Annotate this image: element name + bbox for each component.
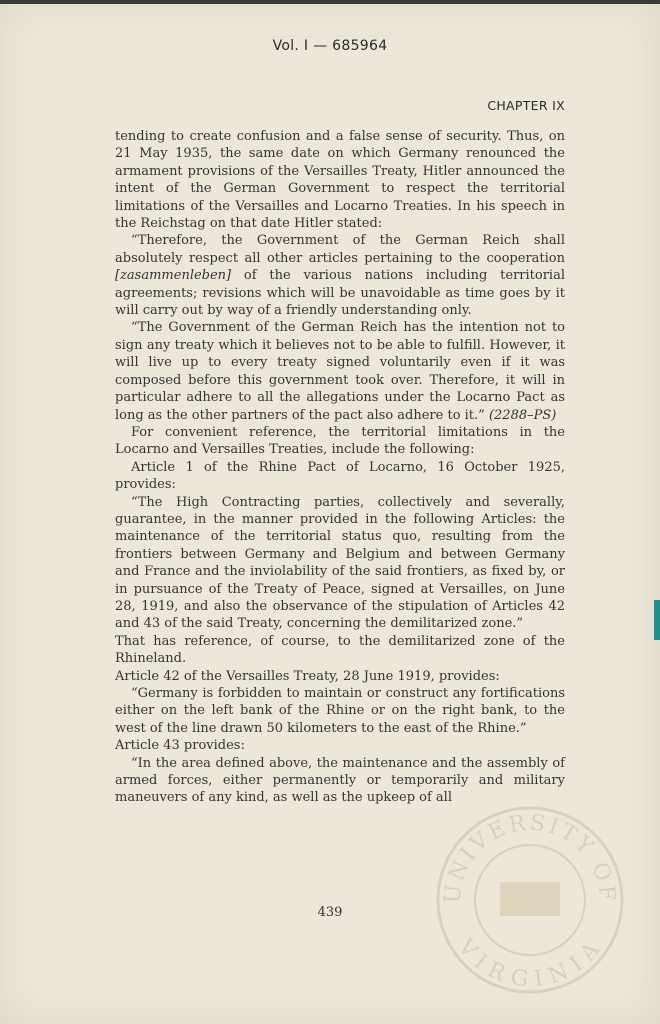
paragraph: Article 42 of the Versailles Treaty, 28 June 1919, provides: bbox=[115, 668, 500, 684]
paragraph: Article 43 provides: bbox=[115, 738, 245, 754]
block-quote: “In the area defined above, the maintenance and the assembly of armed forces, either permanently or temporarily and military maneuvers of any kind, as well as the upkeep of all bbox=[115, 755, 565, 806]
running-header: Vol. I — 685964 bbox=[272, 38, 388, 54]
quote-text: “Therefore, the Government of the German Reich shall absolutely respect all other articles pertaining to the cooperation bbox=[115, 233, 565, 266]
page-number: 439 bbox=[317, 905, 343, 920]
scan-edge-strip bbox=[654, 600, 660, 640]
block-quote: “The High Contracting parties, collectively and severally, guarantee, in the manner provided in the following Articles: the maintenance of the territorial status quo, resulting from the frontiers between Germany and Belgium and between Germany and France and the inviolability of the said frontiers, as fixed by, or in pursuance of the Treaty of Peace, signed at Versailles, on June 28, 1919, and also the observance of the stipulation of Articles 42 and 43 of the said Treaty, concerning the demilitarized zone.” bbox=[115, 494, 565, 632]
block-quote: “Germany is forbidden to maintain or construct any fortifications either on the left bank of the Rhine or on the right bank, to the west of the line drawn 50 kilometers to the east of the Rhine.” bbox=[115, 686, 565, 736]
quote-italic-term: [zasammenleben] bbox=[115, 268, 232, 284]
seal-bottom-text: VIRGINIA bbox=[452, 934, 608, 993]
block-quote bbox=[115, 319, 565, 423]
body-text bbox=[115, 128, 565, 807]
quote-text: “The Government of the German Reich has the intention not to sign any treaty which it believes not to be able to fulfill. However, it will live up to every treaty signed voluntarily even if it was composed before this government took over. Therefore, it will in particular adhere to all the allegations under the Locarno Pact as long as the other partners of the pact also adhere to it.” bbox=[115, 320, 565, 423]
university-seal-watermark bbox=[430, 800, 630, 1000]
block-quote bbox=[115, 232, 565, 319]
scan-edge bbox=[0, 0, 660, 4]
paragraph: For convenient reference, the territorial limitations in the Locarno and Versailles Treaties, include the following: bbox=[115, 424, 565, 458]
paragraph: tending to create confusion and a false sense of security. Thus, on 21 May 1935, the same date on which Germany renounced the armament provisions of the Versailles Treaty, Hitler announced the intent of the German Government to respect the territorial limitations of the Versailles and Locarno Treaties. In his speech in the Reichstag on that date Hitler stated: bbox=[115, 129, 565, 232]
document-reference: (2288–PS) bbox=[488, 407, 557, 423]
seal-top-text: UNIVERSITY OF bbox=[440, 810, 620, 905]
paragraph: That has reference, of course, to the demilitarized zone of the Rhineland. bbox=[115, 633, 565, 667]
seal-emblem bbox=[500, 882, 560, 916]
chapter-heading: CHAPTER IX bbox=[487, 98, 565, 113]
paragraph: Article 1 of the Rhine Pact of Locarno, 16 October 1925, provides: bbox=[115, 459, 565, 493]
svg-text:VIRGINIA bbox=[452, 934, 607, 993]
quote-text: of the various nations including territorial agreements; revisions which will be unavoidable as time goes by it will carry out by way of a friendly understanding only. bbox=[115, 268, 565, 319]
